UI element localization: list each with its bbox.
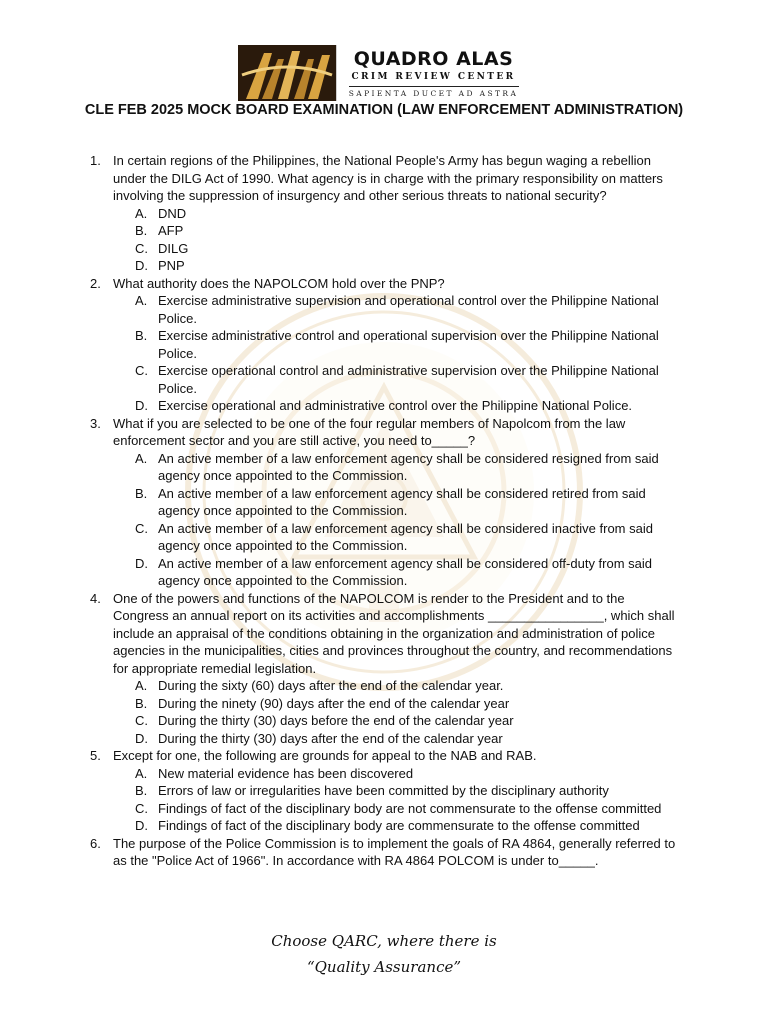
choice-letter: A. [135, 678, 148, 693]
logo-divider [349, 86, 519, 87]
choice-text: Exercise operational and administrative control over the Philippine National Police. [158, 398, 633, 413]
logo-motto: SAPIENTA DUCET AD ASTRA [348, 88, 519, 98]
choice-text: During the sixty (60) days after the end of the calendar year. [158, 678, 504, 693]
logo-subtitle: CRIM REVIEW CENTER [351, 71, 516, 82]
choice-list [113, 677, 680, 747]
exam-title: CLE FEB 2025 MOCK BOARD EXAMINATION (LAW ENFORCEMENT ADMINISTRATION) [84, 102, 684, 118]
choice-text: During the thirty (30) days after the end of the calendar year [158, 730, 503, 746]
choice-item [113, 520, 680, 555]
question-number: 1. [90, 153, 101, 168]
choice-text: Exercise operational control and administrative supervision over the Philippine National Police. [158, 363, 659, 396]
choice-text: Findings of fact of the disciplinary body are not commensurate to the offense committed [158, 800, 662, 816]
footer-slogan [0, 928, 768, 980]
logo-name: QUADRO ALAS [353, 47, 514, 70]
choice-text: DILG [158, 240, 189, 256]
choice-letter: D. [135, 818, 148, 833]
choice-letter: D. [135, 730, 148, 746]
question-item [80, 152, 680, 275]
quadro-alas-logo [238, 45, 530, 101]
choice-text: PNP [158, 258, 185, 273]
choice-item [113, 292, 680, 327]
choice-text: Errors of law or irregularities have been committed by the disciplinary authority [158, 783, 609, 798]
question-number: 5. [90, 748, 101, 763]
choice-letter: D. [135, 555, 148, 571]
question-item [80, 275, 680, 415]
logo-emblem-icon [238, 45, 336, 101]
choice-letter: B. [135, 485, 148, 501]
choice-item [113, 782, 680, 800]
question-number: 2. [90, 275, 101, 291]
footer-line-1: Choose QARC, where there is [271, 932, 497, 950]
choice-text: Findings of fact of the disciplinary body are commensurate to the offense committed [158, 818, 640, 833]
choice-text: During the thirty (30) days before the end of the calendar year [158, 713, 514, 728]
question-text: In certain regions of the Philippines, the National People's Army has begun waging a rebellion under the DILG Act of 1990. What agency is in charge with the primary responsibility on matters involving the suppression of insurgency and other serious threats to national security? [113, 153, 663, 203]
choice-item [113, 327, 680, 362]
question-text: Except for one, the following are grounds for appeal to the NAB and RAB. [113, 748, 537, 763]
choice-item [113, 240, 680, 258]
choice-text: An active member of a law enforcement agency shall be considered inactive from said agency once appointed to the Commission. [158, 520, 653, 553]
choice-text: New material evidence has been discovered [158, 765, 414, 781]
question-number: 3. [90, 415, 101, 431]
choice-text: Exercise administrative control and operational supervision over the Philippine National Police. [158, 328, 659, 361]
choice-item [113, 205, 680, 223]
choice-item [113, 730, 680, 748]
choice-item [113, 800, 680, 818]
choice-text: Exercise administrative supervision and operational control over the Philippine National Police. [158, 293, 659, 326]
choice-list [113, 205, 680, 275]
choice-letter: A. [135, 205, 148, 221]
choice-letter: D. [135, 258, 148, 273]
choice-item [113, 695, 680, 713]
choice-list [113, 292, 680, 415]
question-item [80, 415, 680, 590]
logo-text-block [336, 45, 530, 101]
footer-line-2: “Quality Assurance” [306, 958, 462, 976]
question-text: What if you are selected to be one of the four regular members of Napolcom from the law enforcement sector and you are still active, you need to_____? [113, 415, 626, 448]
choice-text: An active member of a law enforcement agency shall be considered retired from said agency once appointed to the Commission. [158, 485, 646, 518]
choice-letter: B. [135, 223, 148, 238]
choice-text: During the ninety (90) days after the end of the calendar year [158, 695, 510, 711]
choice-list [113, 765, 680, 835]
choice-letter: A. [135, 765, 148, 781]
choice-item [113, 450, 680, 485]
choice-item [113, 765, 680, 783]
choice-list [113, 450, 680, 590]
question-item [80, 835, 680, 870]
choice-item [113, 677, 680, 695]
choice-letter: A. [135, 293, 148, 308]
choice-item [113, 222, 680, 240]
choice-letter: B. [135, 783, 148, 798]
question-item [80, 747, 680, 835]
choice-item [113, 257, 680, 275]
choice-item [113, 397, 680, 415]
choice-letter: C. [135, 363, 148, 378]
choice-item [113, 485, 680, 520]
choice-text: AFP [158, 223, 184, 238]
choice-item [113, 712, 680, 730]
choice-letter: C. [135, 800, 148, 816]
question-text: One of the powers and functions of the NAPOLCOM is render to the President and to the Congress an annual report on its activities and accomplishments ________________, which shall include an appraisal of the conditions obtaining in the organization and administration of police agencies in the municipalities, cities and provinces throughout the country, and recommendations for appropriate remedial legislation. [113, 590, 675, 676]
question-item [80, 590, 680, 748]
choice-letter: D. [135, 398, 148, 413]
choice-letter: B. [135, 328, 148, 343]
choice-letter: C. [135, 713, 148, 728]
choice-text: An active member of a law enforcement agency shall be considered resigned from said agency once appointed to the Commission. [158, 450, 659, 483]
choice-item [113, 555, 680, 590]
question-text: What authority does the NAPOLCOM hold over the PNP? [113, 275, 445, 291]
question-list [80, 152, 680, 870]
choice-letter: C. [135, 240, 148, 256]
choice-item [113, 817, 680, 835]
question-text: The purpose of the Police Commission is to implement the goals of RA 4864, generally referred to as the "Police Act of 1966". In accordance with RA 4864 POLCOM is under to_____. [113, 835, 676, 868]
choice-item [113, 362, 680, 397]
question-number: 4. [90, 590, 101, 606]
choice-letter: A. [135, 450, 148, 466]
choice-letter: C. [135, 520, 148, 536]
question-number: 6. [90, 835, 101, 851]
choice-text: DND [158, 205, 187, 221]
choice-text: An active member of a law enforcement agency shall be considered off-duty from said agency once appointed to the Commission. [158, 555, 653, 588]
choice-letter: B. [135, 695, 148, 711]
